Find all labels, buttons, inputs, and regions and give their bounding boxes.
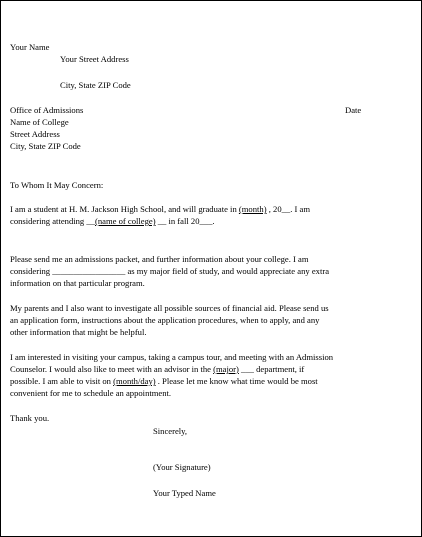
text-segment: Counselor. I would also like to meet with an advisor in the <box>10 364 214 374</box>
para3-line1: My parents and I also want to investigate all possible sources of financial aid. Please send us <box>10 303 329 313</box>
para4-line1: I am interested in visiting your campus, taking a campus tour, and meeting with an Admission <box>10 352 334 362</box>
text-segment: I am a student at H. M. Jackson High School, and will graduate in <box>10 204 239 214</box>
text-segment: possible. I am able to visit on <box>10 376 114 386</box>
para2-line3: information on that particular program. <box>10 278 145 288</box>
date-label: Date <box>345 105 362 115</box>
sender-city: City, State ZIP Code <box>60 80 131 90</box>
month-placeholder: (month) <box>238 204 267 214</box>
text-segment: , 20__. I am <box>266 204 311 214</box>
major-placeholder: (major) <box>213 364 239 374</box>
month-day-placeholder: (month/day) <box>113 376 156 386</box>
recipient-street: Street Address <box>10 129 60 139</box>
recipient-office: Office of Admissions <box>10 105 84 115</box>
thank-you: Thank you. <box>10 413 50 423</box>
sender-name: Your Name <box>10 42 50 52</box>
text-segment: ___ department, if <box>238 364 305 374</box>
para4-line3 <box>10 376 318 387</box>
para3-line2: an application form, instructions about the application procedures, when to apply, and any <box>10 315 320 325</box>
para1-line1 <box>10 204 310 215</box>
text-segment: __ in fall 20___. <box>155 216 215 226</box>
signature-placeholder: (Your Signature) <box>153 462 211 472</box>
recipient-college: Name of College <box>10 117 69 127</box>
sender-street: Your Street Address <box>60 54 129 64</box>
para3-line3: other information that might be helpful. <box>10 327 147 337</box>
sincerely: Sincerely, <box>153 426 188 436</box>
text-segment: . Please let me know what time would be most <box>155 376 318 386</box>
para4-line4: convenient for me to schedule an appointment. <box>10 388 172 398</box>
salutation: To Whom It May Concern: <box>10 180 104 190</box>
typed-name: Your Typed Name <box>153 488 216 498</box>
college-name-placeholder: (name of college) <box>94 216 156 226</box>
para1-line2 <box>10 216 215 227</box>
recipient-city: City, State ZIP Code <box>10 141 81 151</box>
text-segment: considering attending __ <box>10 216 95 226</box>
para2-line1: Please send me an admissions packet, and further information about your college. I am <box>10 254 309 264</box>
para4-line2 <box>10 364 304 375</box>
para2-line2: considering _________________ as my major field of study, and would appreciate any extra <box>10 266 330 276</box>
